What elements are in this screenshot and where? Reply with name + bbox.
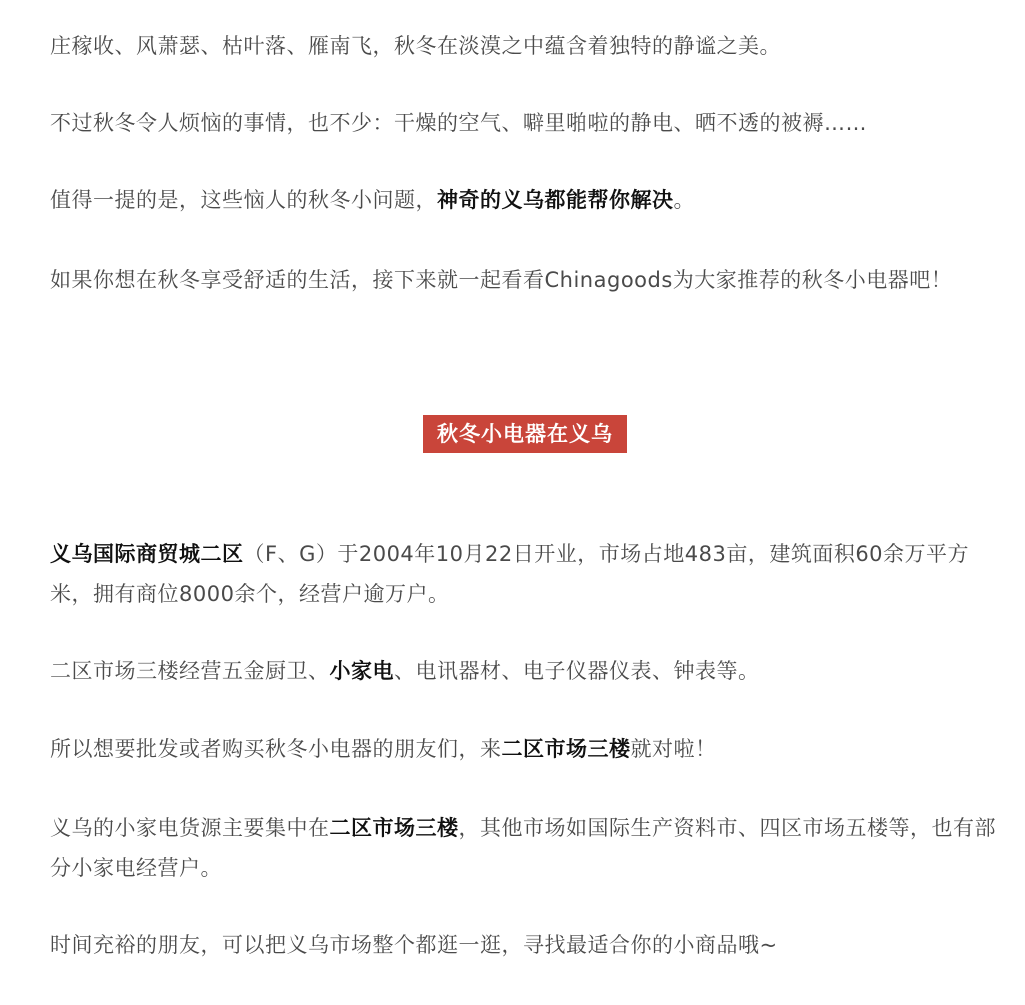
paragraph-sources-emphasis: 二区市场三楼 — [329, 816, 459, 840]
paragraph-intro: 庄稼收、风萧瑟、枯叶落、雁南飞，秋冬在淡漠之中蕴含着独特的静谧之美。 — [50, 34, 781, 58]
paragraph-sources — [50, 808, 1000, 888]
paragraph-closing: 时间充裕的朋友，可以把义乌市场整个都逛一逛，寻找最适合你的小商品哦~ — [50, 933, 778, 957]
paragraph-where-to-buy-end: 就对啦！ — [630, 737, 717, 761]
section-title-badge: 秋冬小电器在义乌 — [423, 415, 627, 453]
paragraph-where-to-buy-text: 所以想要批发或者购买秋冬小电器的朋友们，来 — [50, 737, 502, 761]
paragraph-sources-text: 义乌的小家电货源主要集中在 — [50, 816, 330, 840]
paragraph-where-to-buy-emphasis: 二区市场三楼 — [501, 737, 631, 761]
paragraph-solution — [50, 180, 1000, 220]
section-header — [50, 415, 1000, 453]
paragraph-recommendation: 如果你想在秋冬享受舒适的生活，接下来就一起看看Chinagoods为大家推荐的秋冬小电器吧！ — [50, 268, 953, 292]
paragraph-solution-end: 。 — [673, 188, 695, 212]
paragraph-sources-end: ，其他市场如国际生产资料市、四区市场五楼等，也有部分小家电经营户。 — [50, 816, 996, 880]
paragraph-annoyances: 不过秋冬令人烦恼的事情，也不少：干燥的空气、噼里啪啦的静电、晒不透的被褥…… — [50, 111, 867, 135]
paragraph-third-floor — [50, 651, 1000, 691]
paragraph-third-floor-emphasis: 小家电 — [329, 659, 394, 683]
paragraph-market-intro — [50, 534, 1000, 614]
paragraph-solution-emphasis: 神奇的义乌都能帮你解决 — [437, 188, 674, 212]
paragraph-third-floor-text: 二区市场三楼经营五金厨卫、 — [50, 659, 330, 683]
paragraph-market-name: 义乌国际商贸城二区 — [50, 542, 244, 566]
paragraph-solution-text: 值得一提的是，这些恼人的秋冬小问题， — [50, 188, 437, 212]
paragraph-where-to-buy — [50, 729, 1000, 769]
paragraph-market-details: （F、G）于2004年10月22日开业，市场占地483亩，建筑面积60余万平方米，拥有商位8000余个，经营户逾万户。 — [50, 542, 970, 606]
paragraph-third-floor-end: 、电讯器材、电子仪器仪表、钟表等。 — [394, 659, 760, 683]
